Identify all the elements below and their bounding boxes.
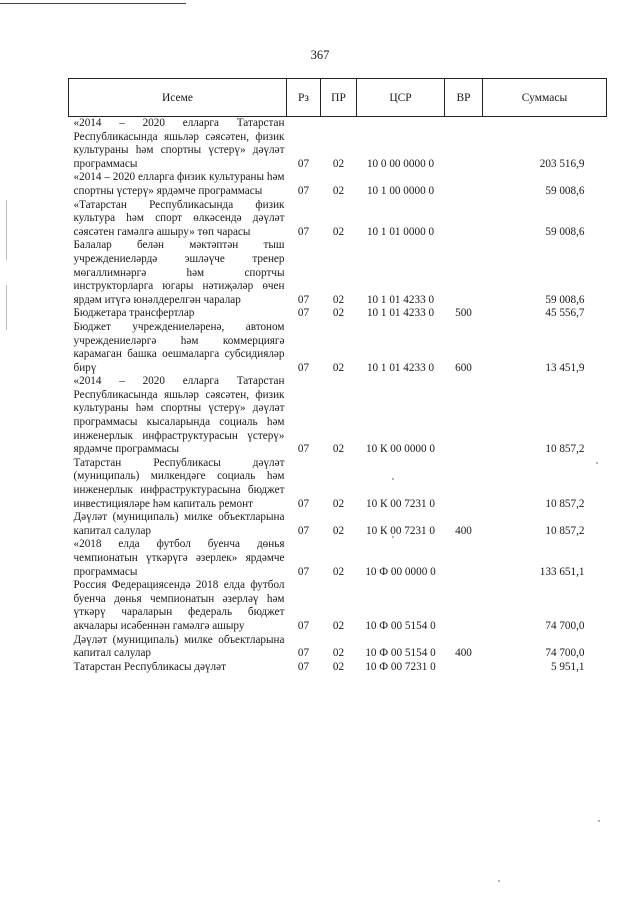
margin-mark <box>6 285 7 330</box>
row-vr <box>445 538 483 579</box>
table-row <box>69 199 607 240</box>
row-vr: 400 <box>455 647 472 660</box>
row-name: Дәүләт (муниципаль) милке объектларына капитал салулар <box>73 511 285 537</box>
row-name: «2014 – 2020 елларга Татарстан Республикасында яшьләр сәясәтен, физик культураны һәм спортны үстерү» дәүләт программасы кысаларында социаль һәм инженерлык инфраструктурасын үстерү» ярдәмче программасы <box>73 375 285 456</box>
row-vr <box>445 117 483 172</box>
row-vr: 600 <box>455 361 472 374</box>
row-csr: 10 Ф 00 0000 0 <box>365 565 436 578</box>
row-rz: 07 <box>297 225 310 238</box>
row-rz: 07 <box>297 184 310 197</box>
table-row <box>69 661 607 675</box>
row-csr: 10 Ф 00 7231 0 <box>365 660 436 673</box>
row-pr: 02 <box>332 225 345 238</box>
row-csr: 10 1 00 0000 0 <box>366 184 435 197</box>
row-pr: 02 <box>332 443 345 456</box>
row-vr: 400 <box>455 524 472 537</box>
row-vr <box>445 199 483 240</box>
page-number: 367 <box>310 48 330 62</box>
header-vr: ВР <box>445 79 483 117</box>
row-csr: 10 1 01 0000 0 <box>366 225 435 238</box>
row-rz: 07 <box>297 660 310 673</box>
row-pr: 02 <box>332 619 345 632</box>
header-name: Исеме <box>69 79 287 117</box>
table-row <box>69 375 607 457</box>
row-sum: 203 516,9 <box>539 157 585 170</box>
margin-mark <box>6 200 7 260</box>
row-csr: 10 1 01 4233 0 <box>366 361 435 374</box>
row-vr <box>445 375 483 457</box>
row-csr: 10 К 00 7231 0 <box>366 524 435 537</box>
table-row <box>69 579 607 633</box>
table-row <box>69 171 607 198</box>
row-rz: 07 <box>297 293 310 306</box>
row-sum: 10 857,2 <box>545 497 585 510</box>
header-pr: ПР <box>321 79 357 117</box>
row-pr: 02 <box>332 565 345 578</box>
row-csr: 10 Ф 00 5154 0 <box>365 647 436 660</box>
row-rz: 07 <box>297 443 310 456</box>
row-sum: 133 651,1 <box>539 565 585 578</box>
row-pr: 02 <box>332 307 345 320</box>
row-pr: 02 <box>332 184 345 197</box>
row-name: Дәүләт (муниципаль) милке объектларына капитал салулар <box>73 633 285 660</box>
row-pr: 02 <box>332 157 345 170</box>
row-rz: 07 <box>297 361 310 374</box>
table-row <box>69 117 607 172</box>
row-pr: 02 <box>332 660 345 673</box>
row-rz: 07 <box>297 497 310 510</box>
row-sum: 5 951,1 <box>550 660 585 673</box>
row-vr <box>445 579 483 633</box>
row-sum: 74 700,0 <box>545 647 585 660</box>
row-name: «2018 елда футбол буенча дөнья чемпионатын үткәрүгә әзерлек» ярдәмче программасы <box>73 538 285 578</box>
table-row <box>69 634 607 661</box>
row-sum: 10 857,2 <box>545 524 585 537</box>
row-vr: 500 <box>455 307 472 320</box>
row-sum: 59 008,6 <box>545 225 585 238</box>
row-rz: 07 <box>297 619 310 632</box>
row-sum: 10 857,2 <box>545 443 585 456</box>
row-vr <box>445 239 483 307</box>
row-name: Бюджет учреждениеләренә, автоном учреждениеләргә һәм коммерциягә карамаган башка оешмаларга субсидияләр бирү <box>73 320 285 374</box>
scan-speck <box>498 880 500 882</box>
table-row <box>69 321 607 375</box>
row-pr: 02 <box>332 497 345 510</box>
row-pr: 02 <box>332 361 345 374</box>
row-pr: 02 <box>332 293 345 306</box>
scan-speck <box>598 820 600 822</box>
table-row <box>69 538 607 579</box>
row-name: Бюджетара трансфертлар <box>73 307 195 320</box>
row-sum: 45 556,7 <box>545 307 585 320</box>
row-pr: 02 <box>332 647 345 660</box>
row-sum: 59 008,6 <box>545 184 585 197</box>
row-rz: 07 <box>297 647 310 660</box>
row-name: Россия Федерациясендә 2018 елда футбол буенча дөнья чемпионатын әзерләү һәм үткәрү чараларын федераль бюджет акчалары исәбеннән гамәлгә ашыру <box>73 579 285 632</box>
row-vr <box>445 661 483 675</box>
row-name: «Татарстан Республикасында физик культура һәм спорт өлкәсендә дәүләт сәясәтен гамәлгә ашыру» төп чарасы <box>73 198 285 238</box>
row-vr <box>445 457 483 511</box>
row-vr <box>445 171 483 198</box>
table-header-row <box>69 79 607 117</box>
top-rule <box>0 3 186 4</box>
row-csr: 10 0 00 0000 0 <box>366 157 435 170</box>
row-pr: 02 <box>332 524 345 537</box>
row-rz: 07 <box>297 157 310 170</box>
table-row <box>69 511 607 538</box>
row-rz: 07 <box>297 565 310 578</box>
table-row <box>69 239 607 307</box>
header-rz: Рз <box>287 79 321 117</box>
row-name: Татарстан Республикасы дәүләт <box>73 660 226 673</box>
row-rz: 07 <box>297 307 310 320</box>
row-csr: 10 К 00 0000 0 <box>366 443 435 456</box>
budget-table <box>68 78 607 674</box>
row-name: Балалар белән мәктәптән тыш учреждениеләрдә эшләүче тренер мөгаллимнәргә һәм спортчы инструкторларга югары нәтиҗәләр өчен ярдәм итүгә юнәлдерелгән чаралар <box>73 239 285 306</box>
header-sum: Суммасы <box>483 79 607 117</box>
row-csr: 10 Ф 00 5154 0 <box>365 619 436 632</box>
row-csr: 10 К 00 7231 0 <box>366 497 435 510</box>
table-row <box>69 307 607 321</box>
row-rz: 07 <box>297 524 310 537</box>
row-sum: 13 451,9 <box>545 361 585 374</box>
row-sum: 74 700,0 <box>545 619 585 632</box>
row-name: «2014 – 2020 елларга физик культураны һәм спортны үстерү» ярдәмче программасы <box>73 171 285 197</box>
header-csr: ЦСР <box>357 79 445 117</box>
table-row <box>69 457 607 511</box>
row-sum: 59 008,6 <box>545 293 585 306</box>
row-name: Татарстан Республикасы дәүләт (муниципаль) милкендәге социаль һәм инженерлык инфраструктурасына бюджет инвестицияләре һәм капиталь ремонт <box>73 456 285 510</box>
row-csr: 10 1 01 4233 0 <box>366 293 435 306</box>
row-name: «2014 – 2020 елларга Татарстан Республикасында яшьләр сәясәтен, физик культураны һәм спортны үстерү» дәүләт программасы <box>73 117 285 170</box>
row-csr: 10 1 01 4233 0 <box>366 307 435 320</box>
